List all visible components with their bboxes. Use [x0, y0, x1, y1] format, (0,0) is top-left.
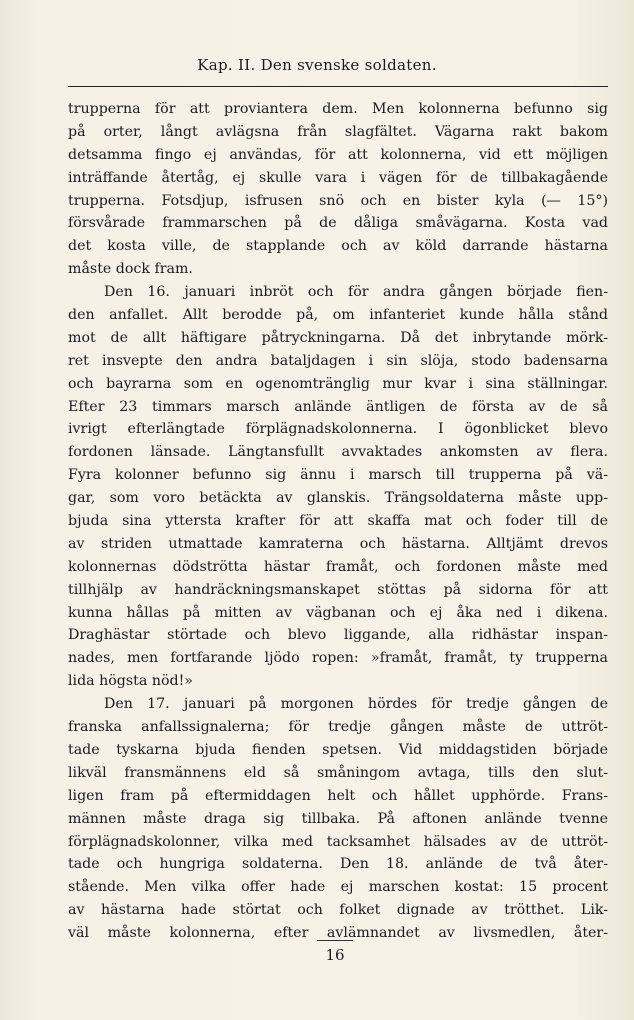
text-line: tade tyskarna bjuda fienden spetsen. Vid middagstiden började [68, 741, 608, 758]
text-line: fordonen länsade. Längtansfullt avvaktades ankomsten av flera. [68, 444, 608, 461]
text-line: kunna hållas på mitten av vägbanan och ej åka ned i dikena. [68, 604, 608, 621]
text-line: Den 16. januari inbröt och för andra gången började fien- [104, 284, 608, 301]
text-line: bjuda sina yttersta krafter för att skaffa mat och foder till de [68, 513, 608, 530]
text-line: Den 17. januari på morgonen hördes för tredje gången de [104, 696, 608, 713]
page-number: 16 [325, 946, 345, 964]
text-line: detsamma fingo ej användas, för att kolonnerna, vid ett möjligen [68, 146, 608, 163]
header-rule [68, 86, 608, 87]
text-line: det kosta ville, de stapplande och av köld darrande hästarna [68, 238, 608, 255]
text-line: den anfallet. Allt berodde på, om infanteriet kunde hålla stånd [68, 307, 608, 324]
text-line: väl måste kolonnerna, efter avlämnandet av livsmedlen, åter- [68, 925, 608, 942]
text-line: gar, som voro betäckta av glanskis. Trängsoldaterna måste upp- [68, 490, 608, 507]
text-line: trupperna för att proviantera dem. Men kolonnerna befunno sig [68, 101, 608, 117]
paragraph [68, 281, 608, 693]
text-line: tillhjälp av handräckningsmanskapet stöttas på sidorna för att [68, 581, 608, 598]
text-line: ivrigt efterlängtade förplägnadskolonnerna. I ögonblicket blevo [68, 421, 608, 438]
text-line: av striden utmattade kamraterna och hästarna. Alltjämt drevos [68, 535, 608, 552]
text-line: av hästarna hade störtat och folket dignade av trötthet. Lik- [68, 902, 608, 919]
paragraph [68, 98, 608, 281]
text-line: ret insvepte den andra bataljdagen i sin slöja, stodo badensarna [68, 352, 608, 369]
text-line: på orter, långt avlägsna från slagfältet. Vägarna rakt bakom [68, 123, 608, 140]
text-line: måste dock fram. [68, 261, 193, 278]
text-line: Efter 23 timmars marsch anlände äntligen de första av de så [68, 398, 608, 415]
text-line: inträffande återtåg, ej skulle vara i vägen för de tillbakagående [68, 169, 608, 186]
text-line: franska anfallssignalerna; för tredje gången måste de uttröt- [68, 719, 608, 736]
text-line: ligen fram på eftermiddagen helt och hållet upphörde. Frans- [68, 787, 608, 804]
body-text [68, 98, 608, 945]
text-line: försvårade frammarschen på de dåliga småvägarna. Kosta vad [68, 215, 608, 232]
paragraph [68, 693, 608, 945]
text-line: kolonnernas dödströtta hästar framåt, och fordonen måste med [68, 558, 608, 575]
text-line: likväl fransmännens eld så småningom avtaga, tills den slut- [68, 764, 608, 781]
text-line: trupperna. Fotsdjup, isfrusen snö och en bister kyla (— 15°) [68, 192, 608, 209]
text-line: tade och hungriga soldaterna. Den 18. anlände de två åter- [68, 856, 608, 873]
text-line: männen måste draga sig tillbaka. På aftonen anlände tvenne [68, 810, 608, 827]
text-line: mot de allt häftigare påtryckningarna. Då det inbrytande mörk- [68, 329, 608, 346]
text-line: Fyra kolonner befunno sig ännu i marsch till trupperna på vä- [68, 467, 608, 484]
running-head: Kap. II. Den svenske soldaten. [197, 56, 437, 74]
text-line: nades, men fortfarande ljödo ropen: »framåt, framåt, ty trupperna [68, 650, 608, 667]
text-line: Draghästar störtade och blevo liggande, alla ridhästar inspan- [68, 627, 608, 644]
text-line: lida högsta nöd!» [68, 673, 193, 690]
footer-rule [317, 940, 353, 941]
text-line: stående. Men vilka offer hade ej marschen kostat: 15 procent [68, 879, 608, 896]
text-line: förplägnadskolonner, vilka med tacksamhet hälsades av de uttröt- [68, 833, 608, 850]
text-line: och bayrarna som en ogenomtränglig mur kvar i sina ställningar. [68, 375, 608, 392]
